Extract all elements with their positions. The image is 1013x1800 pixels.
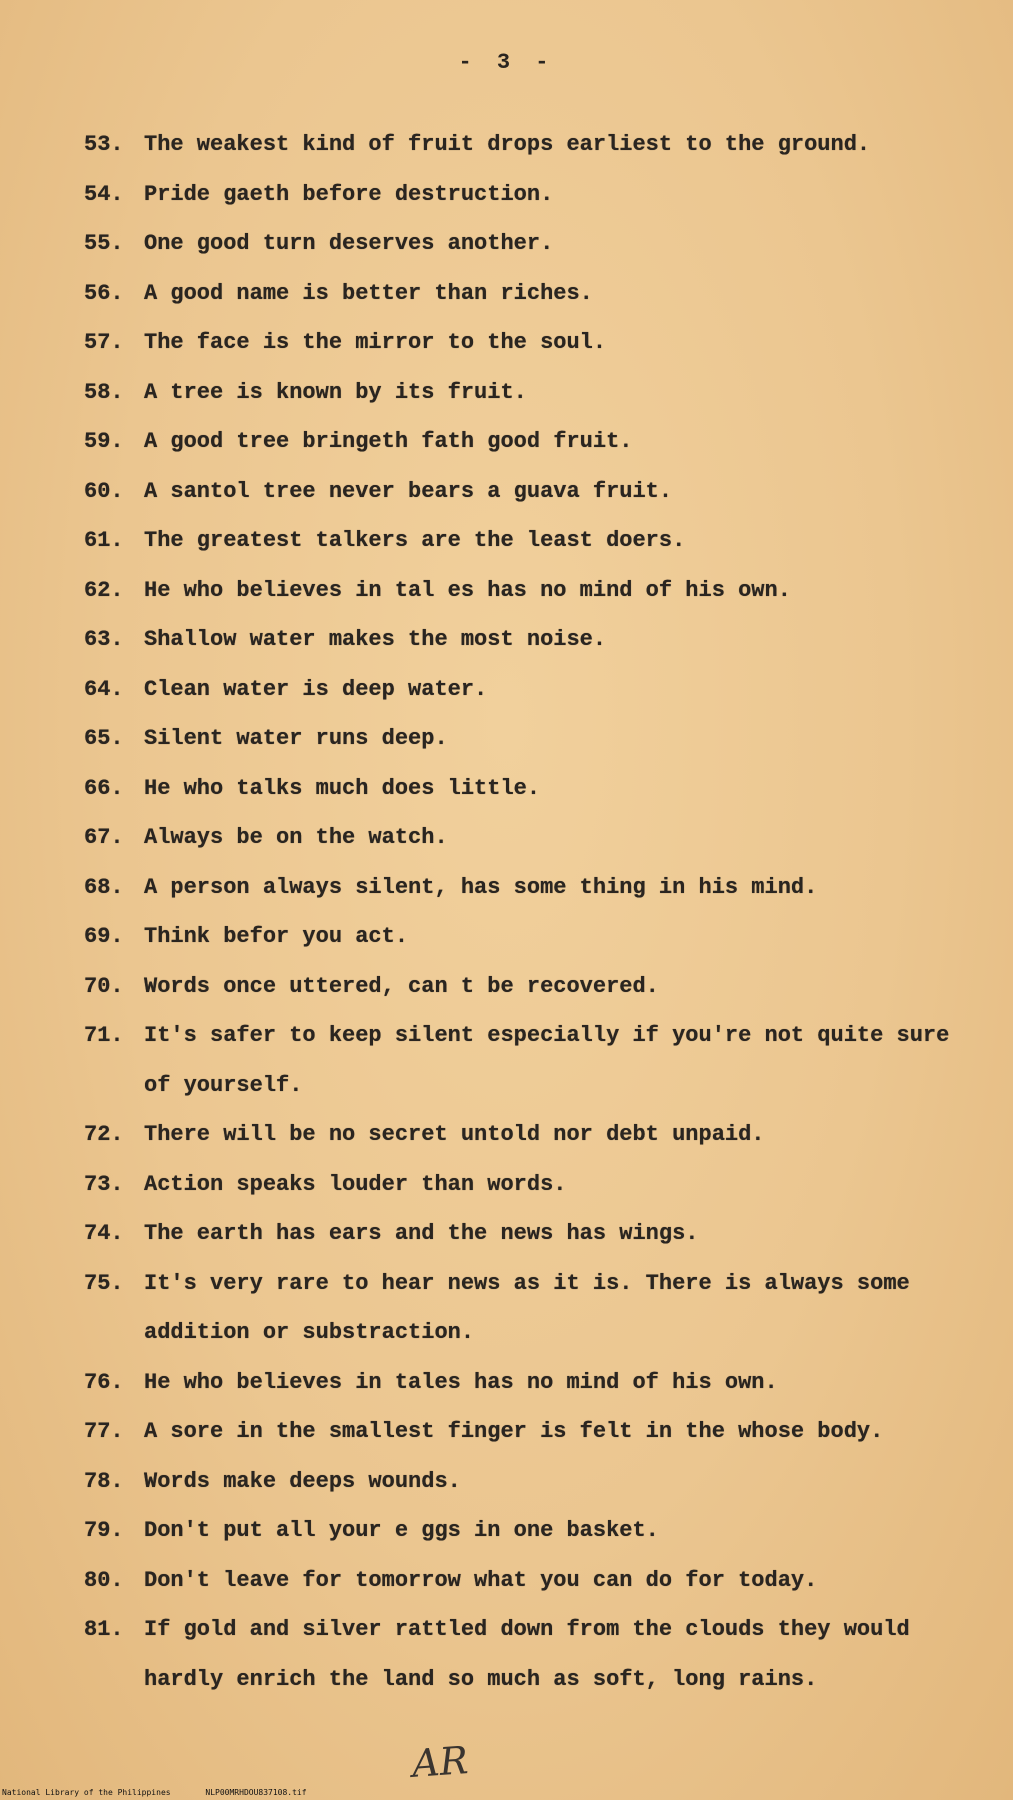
- list-item: [84, 269, 984, 319]
- item-number: 69.: [84, 924, 124, 949]
- list-item: [84, 615, 984, 665]
- footer: [2, 1788, 1002, 1797]
- item-number: 76.: [84, 1369, 124, 1395]
- item-number: 79.: [84, 1518, 124, 1543]
- item-text: One good turn deserves another.: [144, 231, 554, 256]
- item-text: A sore in the smallest finger is felt in the whose body.: [144, 1419, 884, 1444]
- item-text: Think befor you act.: [144, 924, 409, 949]
- item-number: 68.: [84, 874, 124, 900]
- item-text: Clean water is deep water.: [144, 676, 488, 702]
- list-item: [84, 1160, 984, 1210]
- proverb-list: [84, 120, 984, 1704]
- item-text: Action speaks louder than words.: [144, 1171, 567, 1197]
- item-number: 80.: [84, 1567, 124, 1593]
- list-item: [84, 912, 984, 962]
- item-text: Words once uttered, can t be recovered.: [144, 973, 659, 999]
- list-item: [84, 516, 984, 566]
- list-item: [84, 318, 984, 368]
- item-number: 66.: [84, 775, 124, 801]
- item-number: 63.: [84, 627, 124, 652]
- item-text: It's safer to keep silent especially if you're not quite sure of yourself.: [144, 1023, 950, 1098]
- item-text: A good tree bringeth fath good fruit.: [144, 429, 633, 454]
- item-number: 77.: [84, 1419, 124, 1444]
- item-number: 56.: [84, 280, 124, 306]
- list-item: [84, 368, 984, 418]
- item-number: 81.: [84, 1617, 124, 1642]
- list-item: [84, 467, 984, 517]
- item-text: The earth has ears and the news has wings.: [144, 1221, 699, 1246]
- item-number: 64.: [84, 676, 124, 702]
- list-item: [84, 417, 984, 467]
- list-item: [84, 1556, 984, 1606]
- footer-file: NLP00MRHDOU837108.tif: [205, 1788, 307, 1797]
- item-number: 71.: [84, 1023, 124, 1048]
- list-item: [84, 120, 984, 170]
- item-text: There will be no secret untold nor debt unpaid.: [144, 1122, 765, 1147]
- item-text: A person always silent, has some thing in his mind.: [144, 874, 818, 900]
- list-item: [84, 1605, 984, 1704]
- list-item: [84, 764, 984, 814]
- handwritten-initials: AR: [410, 1738, 470, 1786]
- item-number: 75.: [84, 1270, 124, 1296]
- list-item: [84, 863, 984, 913]
- item-number: 78.: [84, 1468, 124, 1494]
- item-number: 54.: [84, 181, 124, 207]
- list-item: [84, 219, 984, 269]
- list-item: [84, 1506, 984, 1556]
- item-text: Pride gaeth before destruction.: [144, 181, 554, 207]
- item-text: A good name is better than riches.: [144, 280, 593, 306]
- item-text: He who believes in tal es has no mind of his own.: [144, 577, 791, 603]
- item-number: 58.: [84, 379, 124, 405]
- list-item: [84, 170, 984, 220]
- list-item: [84, 1209, 984, 1259]
- item-number: 59.: [84, 429, 124, 454]
- item-number: 70.: [84, 973, 124, 999]
- item-text: Shallow water makes the most noise.: [144, 627, 607, 652]
- item-number: 55.: [84, 231, 124, 256]
- list-item: [84, 1457, 984, 1507]
- list-item: [84, 1407, 984, 1457]
- item-text: A santol tree never bears a guava fruit.: [144, 478, 673, 504]
- list-item: [84, 665, 984, 715]
- list-item: [84, 1110, 984, 1160]
- item-number: 57.: [84, 330, 124, 355]
- item-number: 73.: [84, 1171, 124, 1197]
- item-number: 62.: [84, 577, 124, 603]
- footer-source: National Library of the Philippines: [2, 1788, 171, 1797]
- list-item: [84, 962, 984, 1012]
- item-number: 74.: [84, 1221, 124, 1246]
- item-number: 65.: [84, 726, 124, 751]
- list-item: [84, 1259, 984, 1358]
- item-text: He who talks much does little.: [144, 775, 541, 801]
- item-text: Words make deeps wounds.: [144, 1468, 461, 1494]
- item-text: The face is the mirror to the soul.: [144, 330, 607, 355]
- list-item: [84, 1358, 984, 1408]
- item-text: Don't put all your e ggs in one basket.: [144, 1518, 659, 1543]
- item-text: The weakest kind of fruit drops earliest to the ground.: [144, 132, 871, 157]
- item-number: 53.: [84, 132, 124, 157]
- item-text: It's very rare to hear news as it is. There is always some addition or substraction.: [144, 1270, 910, 1345]
- item-text: The greatest talkers are the least doers.: [144, 528, 686, 553]
- item-text: He who believes in tales has no mind of his own.: [144, 1369, 778, 1395]
- item-text: Always be on the watch.: [144, 825, 448, 850]
- item-text: Silent water runs deep.: [144, 726, 448, 751]
- item-text: If gold and silver rattled down from the clouds they would hardly enrich the land so much as soft, long rains.: [144, 1617, 910, 1692]
- item-number: 67.: [84, 825, 124, 850]
- item-number: 60.: [84, 478, 124, 504]
- list-item: [84, 813, 984, 863]
- list-item: [84, 566, 984, 616]
- page-number: - 3 -: [458, 50, 555, 75]
- item-text: A tree is known by its fruit.: [144, 379, 527, 405]
- item-text: Don't leave for tomorrow what you can do for today.: [144, 1567, 818, 1593]
- list-item: [84, 1011, 984, 1110]
- item-number: 72.: [84, 1122, 124, 1147]
- list-item: [84, 714, 984, 764]
- item-number: 61.: [84, 528, 124, 553]
